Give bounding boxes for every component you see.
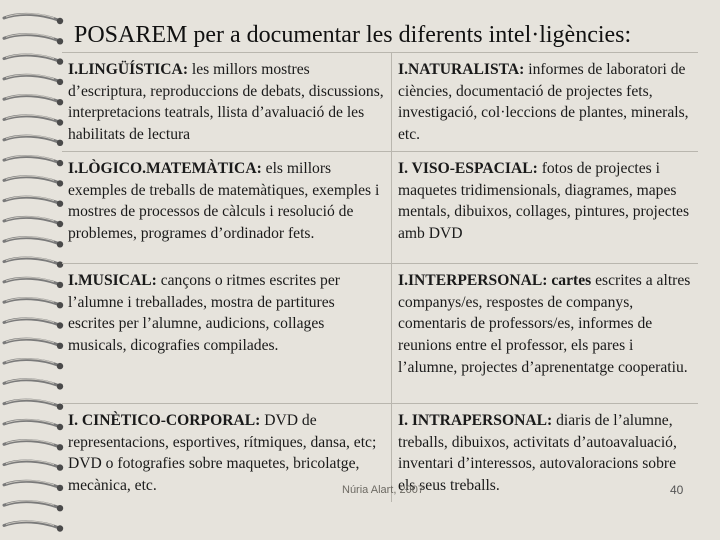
binding-ring — [4, 399, 63, 409]
cell-heading: I.LINGÜÍSTICA: — [68, 61, 189, 78]
cell-heading: I.INTERPERSONAL: cartes — [398, 272, 592, 289]
binding-ring — [4, 217, 63, 227]
binding-ring — [4, 156, 63, 166]
binding-ring — [4, 501, 63, 511]
cell-text: DVD de representacions, esportives, rítmiques, dansa, etc; DVD o fotografies sobre maquetes, bricolatge, mecànica, etc. — [68, 412, 377, 495]
cell-text: els millors exemples de treballs de matemàtiques, exemples i mostres de processos de càlculs i resolució de problemes, programes d’ordinador fets. — [68, 160, 380, 243]
page-title: POSAREM per a documentar les diferents intel·ligències: — [74, 22, 632, 48]
binding-ring — [4, 359, 63, 369]
binding-ring — [4, 460, 63, 470]
table-row — [62, 53, 698, 151]
cell-heading: I.LÒGICO.MATEMÀTICA: — [68, 160, 262, 177]
binding-ring — [4, 196, 63, 206]
cell-text: cançons o ritmes escrites per l’alumne i treballades, mostra de partitures escrites per l’alumne, audicions, collages musicals, dicografies compilades. — [68, 272, 340, 355]
cell-heading: I. VISO-ESPACIAL: — [398, 160, 538, 177]
cell-linguistica — [62, 53, 392, 151]
cell-intrapersonal — [392, 404, 698, 502]
binding-ring — [4, 257, 63, 267]
cell-viso-espacial — [392, 152, 698, 264]
binding-ring — [4, 440, 63, 450]
binding-ring — [4, 14, 63, 24]
cell-heading: I.NATURALISTA: — [398, 61, 525, 78]
cell-heading: I. INTRAPERSONAL: — [398, 412, 553, 429]
cell-text: informes de laboratori de ciències, documentació de projectes fets, investigació, col·leccions de plantes, minerals, etc. — [398, 61, 689, 144]
intelligences-table — [62, 52, 698, 501]
binding-ring — [4, 75, 63, 85]
cell-text: les millors mostres d’escriptura, reproduccions de debats, discussions, interpretacions teatrals, llista d’avaluació de les habilitats de lectura — [68, 61, 384, 144]
binding-ring — [4, 481, 63, 491]
binding-ring — [4, 420, 63, 430]
cell-musical — [62, 264, 392, 404]
binding-ring — [4, 95, 63, 105]
author-footer: Núria Alart, 2007 — [342, 484, 424, 496]
binding-ring — [4, 136, 63, 146]
binding-ring — [4, 339, 63, 349]
binding-ring — [4, 237, 63, 247]
binding-ring — [4, 34, 63, 44]
table-row — [62, 151, 698, 264]
binding-ring — [4, 278, 63, 288]
table-row — [62, 263, 698, 404]
binding-ring — [4, 379, 63, 389]
cell-text: fotos de projectes i maquetes tridimensionals, diagrames, mapes mentals, dibuixos, collages, pintures, projectes amb DVD — [398, 160, 690, 243]
binding-ring — [4, 176, 63, 186]
binding-ring — [4, 298, 63, 308]
cell-heading: I. CINÈTICO-CORPORAL: — [68, 412, 261, 429]
binding-ring — [4, 521, 63, 531]
binding-ring — [4, 54, 63, 64]
cell-text: escrites a altres companys/es, respostes de companys, comentaris de professors/es, informes de reunions entre el professor, els pares i l’alumne, projectes d’aprenentatge cooperatiu. — [398, 272, 691, 376]
cell-naturalista — [392, 53, 698, 151]
binding-ring — [4, 318, 63, 328]
cell-interpersonal — [392, 264, 698, 404]
cell-logico-matematica — [62, 152, 392, 264]
page-number: 40 — [670, 483, 684, 497]
cell-text: diaris de l’alumne, treballs, dibuixos, activitats d’autoavaluació, inventari d’interessos, autovaloracions sobre els seus treballs. — [398, 412, 677, 495]
cell-heading: I.MUSICAL: — [68, 272, 157, 289]
binding-ring — [4, 115, 63, 125]
